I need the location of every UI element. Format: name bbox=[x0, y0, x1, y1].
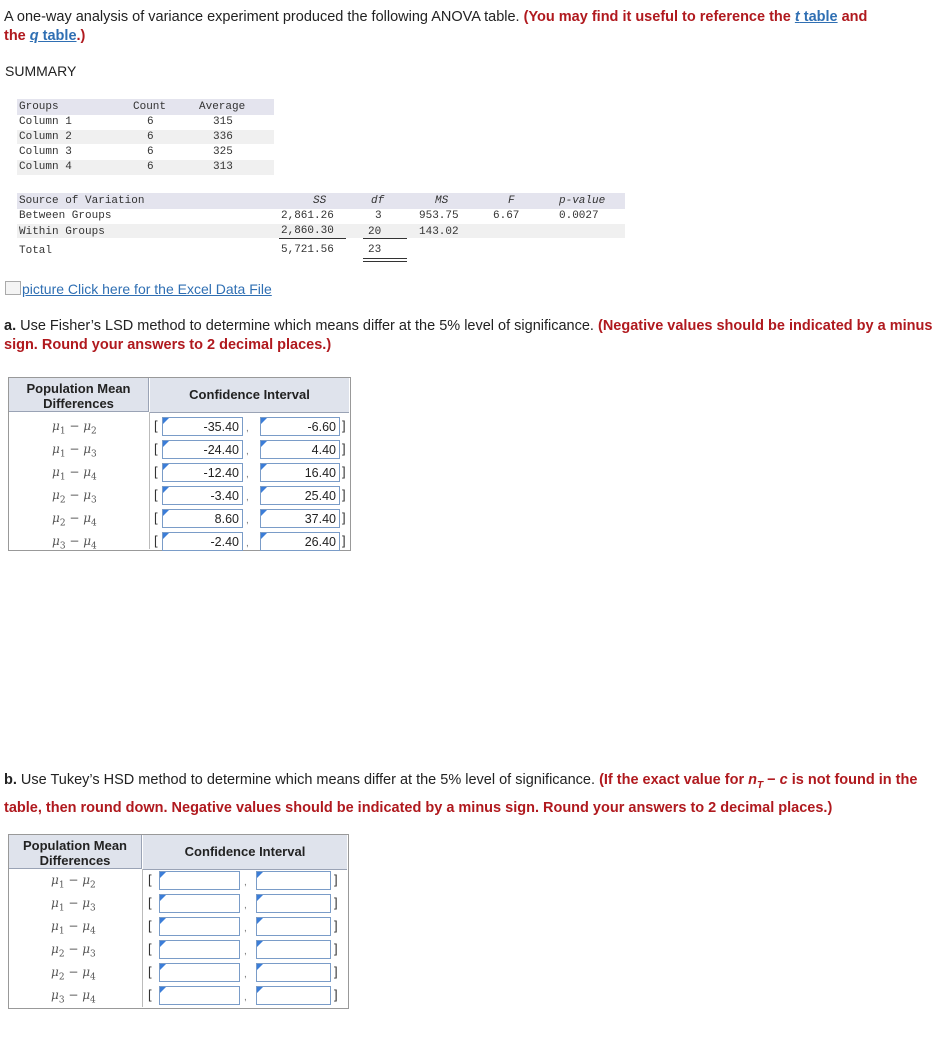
anova-header-ss: SS bbox=[313, 195, 327, 207]
open-bracket: [ bbox=[154, 510, 158, 525]
anova-header-pvalue: p-value bbox=[559, 195, 606, 207]
part-b-col1-header: Population Mean Differences bbox=[9, 835, 142, 869]
anova-total-source: Total bbox=[19, 245, 53, 257]
upper-bound-input[interactable] bbox=[256, 894, 331, 913]
anova-between-ss: 2,861.26 bbox=[281, 210, 334, 222]
lower-bound-input[interactable] bbox=[159, 871, 240, 890]
open-bracket: [ bbox=[154, 487, 158, 502]
anova-between-df: 3 bbox=[375, 210, 382, 222]
comma-separator: , bbox=[244, 946, 247, 957]
summary-count: 6 bbox=[147, 116, 154, 128]
t-table-link[interactable]: t table bbox=[794, 9, 838, 25]
open-bracket: [ bbox=[148, 918, 152, 933]
part-a-col2-header: Confidence Interval bbox=[150, 378, 349, 413]
mean-difference-label: $\mu_1 - \mu_2$ bbox=[52, 419, 97, 437]
comma-separator: , bbox=[246, 492, 249, 503]
upper-bound-input[interactable]: 26.40 bbox=[260, 532, 340, 551]
lower-bound-input[interactable] bbox=[159, 940, 240, 959]
anova-between-f: 6.67 bbox=[493, 210, 520, 222]
excel-link-text[interactable]: picture Click here for the Excel Data File bbox=[22, 281, 272, 297]
mean-difference-label: $\mu_1 - \mu_2$ bbox=[51, 873, 96, 891]
summary-group: Column 1 bbox=[19, 116, 72, 128]
picture-icon bbox=[5, 281, 21, 295]
summary-average: 313 bbox=[213, 161, 233, 173]
q-table-link[interactable]: q table bbox=[29, 28, 77, 44]
summary-average: 315 bbox=[213, 116, 233, 128]
upper-bound-input[interactable] bbox=[256, 986, 331, 1005]
summary-label: SUMMARY bbox=[5, 63, 77, 79]
close-bracket: ] bbox=[334, 941, 338, 956]
part-b-col2-header: Confidence Interval bbox=[143, 835, 347, 870]
comma-separator: , bbox=[246, 515, 249, 526]
close-bracket: ] bbox=[334, 964, 338, 979]
comma-separator: , bbox=[244, 992, 247, 1003]
upper-bound-input[interactable] bbox=[256, 940, 331, 959]
mean-difference-label: $\mu_1 - \mu_3$ bbox=[51, 896, 96, 914]
anova-total-df: 23 bbox=[368, 244, 382, 256]
close-bracket: ] bbox=[334, 895, 338, 910]
summary-header-average: Average bbox=[199, 101, 246, 113]
close-bracket: ] bbox=[342, 418, 346, 433]
open-bracket: [ bbox=[154, 418, 158, 433]
mean-difference-label: $\mu_2 - \mu_4$ bbox=[51, 965, 96, 983]
close-bracket: ] bbox=[342, 510, 346, 525]
comma-separator: , bbox=[244, 969, 247, 980]
part-a-table bbox=[8, 377, 351, 551]
mean-difference-label: $\mu_3 - \mu_4$ bbox=[52, 534, 97, 552]
anova-header-ms: MS bbox=[435, 195, 449, 207]
anova-between-pvalue: 0.0027 bbox=[559, 210, 599, 222]
lower-bound-input[interactable]: -24.40 bbox=[162, 440, 243, 459]
part-b-note: (If the exact value for $n_T - c$ is not found in the table, then round down. Negative values should be indicated by a minus sign. Round your answers to 2 decimal places.) bbox=[4, 772, 918, 816]
intro-note: (You may find it useful to reference the t table and the q table.) bbox=[4, 9, 868, 44]
summary-count: 6 bbox=[147, 146, 154, 158]
summary-count: 6 bbox=[147, 131, 154, 143]
lower-bound-input[interactable] bbox=[159, 917, 240, 936]
open-bracket: [ bbox=[148, 964, 152, 979]
intro-text: A one-way analysis of variance experiment produced the following ANOVA table. bbox=[4, 9, 520, 25]
comma-separator: , bbox=[246, 446, 249, 457]
open-bracket: [ bbox=[148, 987, 152, 1002]
part-a-question: a. Use Fisher’s LSD method to determine which means differ at the 5% level of significance. (Negative values should be indicated by a minus sign. Round your answers to 2 decimal places.) bbox=[4, 318, 933, 353]
anova-between-ms: 953.75 bbox=[419, 210, 459, 222]
open-bracket: [ bbox=[154, 441, 158, 456]
close-bracket: ] bbox=[342, 533, 346, 548]
comma-separator: , bbox=[244, 923, 247, 934]
upper-bound-input[interactable] bbox=[256, 871, 331, 890]
upper-bound-input[interactable]: 25.40 bbox=[260, 486, 340, 505]
upper-bound-input[interactable]: -6.60 bbox=[260, 417, 340, 436]
comma-separator: , bbox=[246, 423, 249, 434]
excel-data-link[interactable] bbox=[5, 281, 272, 297]
mean-difference-label: $\mu_1 - \mu_3$ bbox=[52, 442, 97, 460]
anova-total-ss: 5,721.56 bbox=[281, 244, 334, 256]
lower-bound-input[interactable]: -2.40 bbox=[162, 532, 243, 551]
upper-bound-input[interactable]: 4.40 bbox=[260, 440, 340, 459]
lower-bound-input[interactable] bbox=[159, 986, 240, 1005]
lower-bound-input[interactable] bbox=[159, 963, 240, 982]
summary-header-groups: Groups bbox=[19, 101, 59, 113]
open-bracket: [ bbox=[148, 872, 152, 887]
intro-paragraph bbox=[4, 8, 940, 46]
mean-difference-label: $\mu_3 - \mu_4$ bbox=[51, 988, 96, 1006]
lower-bound-input[interactable]: 8.60 bbox=[162, 509, 243, 528]
summary-group: Column 3 bbox=[19, 146, 72, 158]
anova-between-source: Between Groups bbox=[19, 210, 112, 222]
open-bracket: [ bbox=[154, 464, 158, 479]
anova-within-ms: 143.02 bbox=[419, 226, 459, 238]
close-bracket: ] bbox=[342, 464, 346, 479]
summary-table bbox=[17, 99, 274, 176]
close-bracket: ] bbox=[334, 872, 338, 887]
close-bracket: ] bbox=[342, 487, 346, 502]
mean-difference-label: $\mu_2 - \mu_4$ bbox=[52, 511, 97, 529]
mean-difference-label: $\mu_2 - \mu_3$ bbox=[52, 488, 97, 506]
open-bracket: [ bbox=[148, 941, 152, 956]
comma-separator: , bbox=[244, 877, 247, 888]
anova-within-source: Within Groups bbox=[19, 226, 105, 238]
open-bracket: [ bbox=[148, 895, 152, 910]
part-b-question: b. Use Tukey’s HSD method to determine which means differ at the 5% level of significance. (If the exact value for $n_T - c$ is not found in the table, then round down. Negative values should be indicated by a minus sign. Round your answers to 2 decimal places.) bbox=[4, 772, 918, 816]
summary-group: Column 2 bbox=[19, 131, 72, 143]
close-bracket: ] bbox=[334, 918, 338, 933]
anova-header-f: F bbox=[508, 195, 515, 207]
part-a-note: (Negative values should be indicated by a minus sign. Round your answers to 2 decimal places.) bbox=[4, 318, 933, 353]
open-bracket: [ bbox=[154, 533, 158, 548]
part-a-col1-header: Population Mean Differences bbox=[9, 378, 149, 412]
close-bracket: ] bbox=[334, 987, 338, 1002]
upper-bound-input[interactable]: 16.40 bbox=[260, 463, 340, 482]
summary-group: Column 4 bbox=[19, 161, 72, 173]
lower-bound-input[interactable]: -3.40 bbox=[162, 486, 243, 505]
lower-bound-input[interactable]: -12.40 bbox=[162, 463, 243, 482]
summary-average: 325 bbox=[213, 146, 233, 158]
mean-difference-label: $\mu_1 - \mu_4$ bbox=[51, 919, 96, 937]
comma-separator: , bbox=[244, 900, 247, 911]
anova-within-df: 20 bbox=[368, 226, 382, 238]
upper-bound-input[interactable]: 37.40 bbox=[260, 509, 340, 528]
comma-separator: , bbox=[246, 538, 249, 549]
close-bracket: ] bbox=[342, 441, 346, 456]
upper-bound-input[interactable] bbox=[256, 963, 331, 982]
anova-header-df: df bbox=[371, 195, 385, 207]
summary-count: 6 bbox=[147, 161, 154, 173]
summary-header-count: Count bbox=[133, 101, 167, 113]
mean-difference-label: $\mu_1 - \mu_4$ bbox=[52, 465, 97, 483]
anova-within-ss: 2,860.30 bbox=[281, 225, 334, 237]
lower-bound-input[interactable]: -35.40 bbox=[162, 417, 243, 436]
anova-header-source: Source of Variation bbox=[19, 195, 145, 207]
part-b-table bbox=[8, 834, 349, 1009]
upper-bound-input[interactable] bbox=[256, 917, 331, 936]
anova-table bbox=[17, 193, 625, 263]
comma-separator: , bbox=[246, 469, 249, 480]
lower-bound-input[interactable] bbox=[159, 894, 240, 913]
summary-average: 336 bbox=[213, 131, 233, 143]
mean-difference-label: $\mu_2 - \mu_3$ bbox=[51, 942, 96, 960]
